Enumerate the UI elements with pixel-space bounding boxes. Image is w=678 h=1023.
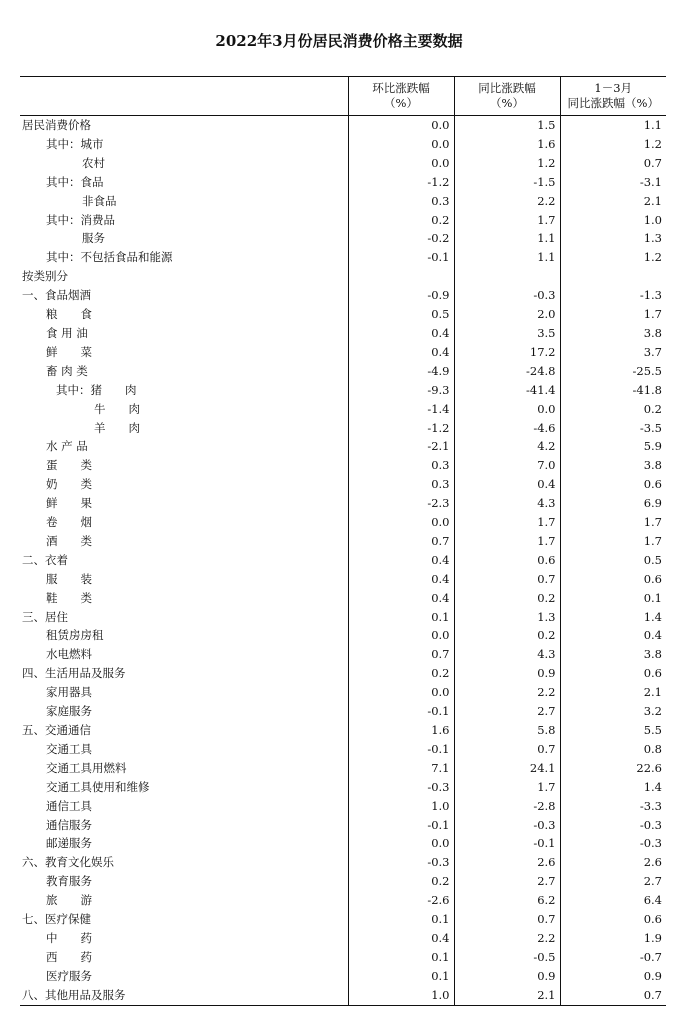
row-label: 羊 肉	[94, 420, 140, 435]
row-label: 鞋 类	[46, 590, 92, 605]
mom-value: -2.6	[348, 891, 454, 910]
row-label: 水 产 品	[46, 439, 88, 454]
yoy-value: 1.7	[454, 211, 560, 230]
row-label: 水电燃料	[46, 647, 92, 662]
table-row	[20, 229, 666, 248]
row-label-cell	[20, 910, 348, 929]
ytd-value: 0.6	[560, 664, 666, 683]
row-label-cell	[20, 305, 348, 324]
yoy-value: 4.2	[454, 437, 560, 456]
row-label: 鲜 果	[46, 496, 92, 511]
yoy-value: 0.9	[454, 664, 560, 683]
yoy-value: 1.3	[454, 608, 560, 627]
row-label-cell	[20, 626, 348, 645]
table-row	[20, 853, 666, 872]
ytd-value: -3.3	[560, 797, 666, 816]
row-label: 家庭服务	[46, 704, 92, 719]
ytd-value: 1.3	[560, 229, 666, 248]
table-row	[20, 192, 666, 211]
mom-value: -0.1	[348, 740, 454, 759]
table-row	[20, 475, 666, 494]
header-mom	[348, 77, 454, 116]
row-label: 中 药	[46, 930, 92, 945]
yoy-value: -41.4	[454, 381, 560, 400]
row-label-cell	[20, 759, 348, 778]
row-label-cell	[20, 494, 348, 513]
table-row	[20, 324, 666, 343]
row-label: 交通工具用燃料	[46, 760, 127, 775]
yoy-value: 1.1	[454, 248, 560, 267]
table-row	[20, 910, 666, 929]
row-label-cell	[20, 929, 348, 948]
header-blank	[20, 77, 348, 116]
table-row	[20, 248, 666, 267]
yoy-value: 4.3	[454, 494, 560, 513]
mom-value: -2.3	[348, 494, 454, 513]
mom-value: -1.4	[348, 400, 454, 419]
row-label: 邮递服务	[46, 836, 92, 851]
ytd-value: 2.6	[560, 853, 666, 872]
table-row	[20, 135, 666, 154]
ytd-value: -1.3	[560, 286, 666, 305]
ytd-value: -3.5	[560, 419, 666, 438]
row-label-cell	[20, 664, 348, 683]
mom-value: 0.0	[348, 834, 454, 853]
table-row	[20, 343, 666, 362]
mom-value: -1.2	[348, 419, 454, 438]
row-label-cell	[20, 532, 348, 551]
table-row	[20, 589, 666, 608]
yoy-value: 2.2	[454, 929, 560, 948]
table-row	[20, 759, 666, 778]
row-label-cell	[20, 381, 348, 400]
yoy-value: 0.9	[454, 967, 560, 986]
yoy-value: 1.7	[454, 532, 560, 551]
mom-value: 0.0	[348, 116, 454, 135]
table-row	[20, 419, 666, 438]
yoy-value: 2.7	[454, 702, 560, 721]
mom-value: -0.3	[348, 853, 454, 872]
mom-value: 1.0	[348, 986, 454, 1005]
ytd-value: 3.7	[560, 343, 666, 362]
yoy-value: 0.7	[454, 910, 560, 929]
row-label: 按类别分	[22, 269, 68, 284]
row-label: 服 装	[46, 571, 92, 586]
ytd-value: 2.1	[560, 683, 666, 702]
row-label: 家用器具	[46, 685, 92, 700]
yoy-value: 3.5	[454, 324, 560, 343]
yoy-value: 1.6	[454, 135, 560, 154]
mom-value: 0.3	[348, 475, 454, 494]
header-yoy	[454, 77, 560, 116]
ytd-value: 2.1	[560, 192, 666, 211]
ytd-value: 1.9	[560, 929, 666, 948]
mom-value: -9.3	[348, 381, 454, 400]
row-label: 一、食品烟酒	[22, 288, 91, 303]
row-label-cell	[20, 437, 348, 456]
ytd-value: 1.2	[560, 248, 666, 267]
yoy-value: 1.5	[454, 116, 560, 135]
mom-value: 0.4	[348, 589, 454, 608]
yoy-value: 0.4	[454, 475, 560, 494]
row-label-cell	[20, 948, 348, 967]
cpi-table	[20, 76, 666, 1006]
mom-value: 0.4	[348, 324, 454, 343]
header-ytd-line1: 1－3月	[594, 81, 633, 95]
yoy-value: 0.7	[454, 570, 560, 589]
yoy-value: -0.3	[454, 816, 560, 835]
mom-value: 0.0	[348, 135, 454, 154]
mom-value: 0.0	[348, 154, 454, 173]
row-label: 西 药	[46, 949, 92, 964]
yoy-value: 2.1	[454, 986, 560, 1005]
ytd-value: 0.8	[560, 740, 666, 759]
yoy-value: 2.2	[454, 683, 560, 702]
row-label-cell	[20, 211, 348, 230]
row-label-cell	[20, 229, 348, 248]
row-label-cell	[20, 967, 348, 986]
table-row	[20, 967, 666, 986]
row-label-cell	[20, 116, 348, 135]
table-row	[20, 834, 666, 853]
row-label-cell	[20, 456, 348, 475]
yoy-value: 0.7	[454, 740, 560, 759]
table-row	[20, 816, 666, 835]
ytd-value: -0.7	[560, 948, 666, 967]
yoy-value: -0.1	[454, 834, 560, 853]
row-label-cell	[20, 551, 348, 570]
row-label: 其中：猪 肉	[56, 382, 137, 397]
table-row	[20, 740, 666, 759]
ytd-value: 1.7	[560, 305, 666, 324]
yoy-value: -0.3	[454, 286, 560, 305]
row-label-cell	[20, 343, 348, 362]
yoy-value: 2.6	[454, 853, 560, 872]
table-row	[20, 664, 666, 683]
yoy-value: 1.1	[454, 229, 560, 248]
ytd-value: 0.5	[560, 551, 666, 570]
yoy-value: 7.0	[454, 456, 560, 475]
table-row	[20, 891, 666, 910]
row-label-cell	[20, 400, 348, 419]
row-label: 三、居住	[22, 609, 68, 624]
row-label-cell	[20, 475, 348, 494]
mom-value: 0.0	[348, 683, 454, 702]
mom-value: 0.0	[348, 626, 454, 645]
row-label: 交通工具	[46, 741, 92, 756]
mom-value: 0.2	[348, 211, 454, 230]
table-row	[20, 532, 666, 551]
table-row	[20, 608, 666, 627]
ytd-value: -25.5	[560, 362, 666, 381]
ytd-value: 1.7	[560, 513, 666, 532]
row-label-cell	[20, 173, 348, 192]
row-label: 租赁房房租	[46, 628, 104, 643]
mom-value: 0.4	[348, 929, 454, 948]
ytd-value: 1.7	[560, 532, 666, 551]
mom-value: 0.3	[348, 192, 454, 211]
header-ytd	[560, 77, 666, 116]
ytd-value: -0.3	[560, 816, 666, 835]
row-label-cell	[20, 797, 348, 816]
ytd-value: 0.7	[560, 154, 666, 173]
page-title: 2022年3月份居民消费价格主要数据	[215, 32, 463, 50]
yoy-value: 2.0	[454, 305, 560, 324]
yoy-value: 17.2	[454, 343, 560, 362]
ytd-value: 1.4	[560, 778, 666, 797]
header-mom-line2: （%）	[384, 96, 418, 110]
ytd-value: 3.8	[560, 324, 666, 343]
row-label-cell	[20, 513, 348, 532]
table-row	[20, 173, 666, 192]
table-row	[20, 381, 666, 400]
mom-value	[348, 267, 454, 286]
row-label-cell	[20, 154, 348, 173]
row-label-cell	[20, 740, 348, 759]
mom-value: -2.1	[348, 437, 454, 456]
table-row	[20, 683, 666, 702]
table-row	[20, 456, 666, 475]
mom-value: 0.7	[348, 532, 454, 551]
table-row	[20, 513, 666, 532]
row-label: 奶 类	[46, 477, 92, 492]
yoy-value: 4.3	[454, 645, 560, 664]
ytd-value: 0.6	[560, 910, 666, 929]
table-row	[20, 267, 666, 286]
mom-value: -0.1	[348, 702, 454, 721]
row-label-cell	[20, 986, 348, 1005]
yoy-value: -24.8	[454, 362, 560, 381]
table-header-row	[20, 77, 666, 116]
row-label: 教育服务	[46, 874, 92, 889]
row-label-cell	[20, 286, 348, 305]
table-row	[20, 154, 666, 173]
yoy-value: 1.7	[454, 513, 560, 532]
mom-value: 7.1	[348, 759, 454, 778]
ytd-value: -0.3	[560, 834, 666, 853]
ytd-value: 0.6	[560, 475, 666, 494]
yoy-value: -1.5	[454, 173, 560, 192]
row-label: 蛋 类	[46, 458, 92, 473]
yoy-value: 0.0	[454, 400, 560, 419]
yoy-value: -0.5	[454, 948, 560, 967]
yoy-value: 2.7	[454, 872, 560, 891]
ytd-value: -3.1	[560, 173, 666, 192]
table-row	[20, 494, 666, 513]
row-label: 二、衣着	[22, 552, 68, 567]
row-label: 旅 游	[46, 893, 92, 908]
mom-value: 0.4	[348, 343, 454, 362]
row-label-cell	[20, 570, 348, 589]
header-yoy-line1: 同比涨跌幅	[478, 81, 536, 95]
mom-value: -0.1	[348, 248, 454, 267]
row-label: 农村	[82, 155, 105, 170]
yoy-value: 5.8	[454, 721, 560, 740]
header-yoy-line2: （%）	[490, 96, 524, 110]
row-label-cell	[20, 721, 348, 740]
table-row	[20, 362, 666, 381]
yoy-value: 1.7	[454, 778, 560, 797]
row-label-cell	[20, 192, 348, 211]
row-label: 其中：不包括食品和能源	[46, 250, 173, 265]
row-label: 鲜 菜	[46, 344, 92, 359]
ytd-value: 22.6	[560, 759, 666, 778]
row-label: 四、生活用品及服务	[22, 666, 126, 681]
row-label-cell	[20, 267, 348, 286]
row-label: 交通工具使用和维修	[46, 779, 150, 794]
row-label: 酒 类	[46, 533, 92, 548]
ytd-value: 3.8	[560, 456, 666, 475]
row-label-cell	[20, 419, 348, 438]
row-label: 其中：消费品	[46, 212, 115, 227]
row-label: 八、其他用品及服务	[22, 987, 126, 1002]
yoy-value: 0.2	[454, 589, 560, 608]
mom-value: 0.0	[348, 513, 454, 532]
table-row	[20, 872, 666, 891]
table-row	[20, 797, 666, 816]
row-label: 通信工具	[46, 798, 92, 813]
row-label-cell	[20, 645, 348, 664]
ytd-value: -41.8	[560, 381, 666, 400]
mom-value: -0.3	[348, 778, 454, 797]
table-row	[20, 400, 666, 419]
mom-value: 0.2	[348, 872, 454, 891]
row-label: 其中：城市	[46, 136, 104, 151]
mom-value: 0.4	[348, 551, 454, 570]
mom-value: 0.1	[348, 910, 454, 929]
row-label-cell	[20, 589, 348, 608]
row-label-cell	[20, 324, 348, 343]
yoy-value: 2.2	[454, 192, 560, 211]
ytd-value: 0.1	[560, 589, 666, 608]
yoy-value: 24.1	[454, 759, 560, 778]
row-label: 粮 食	[46, 307, 92, 322]
row-label-cell	[20, 608, 348, 627]
row-label: 非食品	[82, 193, 117, 208]
row-label-cell	[20, 683, 348, 702]
row-label-cell	[20, 362, 348, 381]
row-label-cell	[20, 248, 348, 267]
mom-value: 0.7	[348, 645, 454, 664]
table-row	[20, 986, 666, 1005]
table-row	[20, 721, 666, 740]
table-body	[20, 116, 666, 1006]
yoy-value	[454, 267, 560, 286]
mom-value: 0.5	[348, 305, 454, 324]
row-label-cell	[20, 135, 348, 154]
mom-value: 0.1	[348, 967, 454, 986]
table-row	[20, 948, 666, 967]
row-label-cell	[20, 872, 348, 891]
mom-value: 1.6	[348, 721, 454, 740]
row-label: 通信服务	[46, 817, 92, 832]
table-row	[20, 929, 666, 948]
row-label-cell	[20, 702, 348, 721]
mom-value: 1.0	[348, 797, 454, 816]
row-label: 畜 肉 类	[46, 363, 88, 378]
mom-value: -1.2	[348, 173, 454, 192]
ytd-value: 0.9	[560, 967, 666, 986]
row-label: 医疗服务	[46, 968, 92, 983]
table-row	[20, 437, 666, 456]
ytd-value: 0.4	[560, 626, 666, 645]
ytd-value: 5.5	[560, 721, 666, 740]
ytd-value: 2.7	[560, 872, 666, 891]
row-label: 五、交通通信	[22, 723, 91, 737]
ytd-value: 1.2	[560, 135, 666, 154]
row-label-cell	[20, 834, 348, 853]
ytd-value: 3.2	[560, 702, 666, 721]
ytd-value	[560, 267, 666, 286]
mom-value: -0.1	[348, 816, 454, 835]
mom-value: 0.1	[348, 948, 454, 967]
ytd-value: 6.9	[560, 494, 666, 513]
row-label: 六、教育文化娱乐	[22, 855, 114, 870]
row-label: 居民消费价格	[22, 118, 91, 132]
table-row	[20, 116, 666, 135]
ytd-value: 6.4	[560, 891, 666, 910]
table-row	[20, 702, 666, 721]
table-row	[20, 645, 666, 664]
ytd-value: 1.1	[560, 116, 666, 135]
row-label: 卷 烟	[46, 515, 92, 530]
ytd-value: 0.7	[560, 986, 666, 1005]
ytd-value: 1.4	[560, 608, 666, 627]
ytd-value: 1.0	[560, 211, 666, 230]
table-row	[20, 551, 666, 570]
ytd-value: 0.6	[560, 570, 666, 589]
mom-value: -4.9	[348, 362, 454, 381]
yoy-value: -2.8	[454, 797, 560, 816]
header-mom-line1: 环比涨跌幅	[372, 81, 430, 95]
table-row	[20, 778, 666, 797]
table-row	[20, 305, 666, 324]
yoy-value: -4.6	[454, 419, 560, 438]
table-row	[20, 286, 666, 305]
yoy-value: 0.2	[454, 626, 560, 645]
row-label-cell	[20, 778, 348, 797]
yoy-value: 1.2	[454, 154, 560, 173]
row-label: 食 用 油	[46, 325, 88, 340]
ytd-value: 0.2	[560, 400, 666, 419]
row-label-cell	[20, 853, 348, 872]
row-label-cell	[20, 891, 348, 910]
header-ytd-line2: 同比涨跌幅（%）	[567, 96, 659, 110]
yoy-value: 6.2	[454, 891, 560, 910]
mom-value: -0.2	[348, 229, 454, 248]
mom-value: 0.3	[348, 456, 454, 475]
row-label: 牛 肉	[94, 401, 140, 416]
mom-value: 0.4	[348, 570, 454, 589]
ytd-value: 5.9	[560, 437, 666, 456]
row-label-cell	[20, 816, 348, 835]
row-label: 服务	[82, 231, 105, 246]
mom-value: 0.2	[348, 664, 454, 683]
mom-value: 0.1	[348, 608, 454, 627]
row-label: 其中：食品	[46, 174, 104, 189]
table-row	[20, 211, 666, 230]
ytd-value: 3.8	[560, 645, 666, 664]
row-label: 七、医疗保健	[22, 912, 91, 927]
yoy-value: 0.6	[454, 551, 560, 570]
mom-value: -0.9	[348, 286, 454, 305]
table-row	[20, 570, 666, 589]
table-row	[20, 626, 666, 645]
